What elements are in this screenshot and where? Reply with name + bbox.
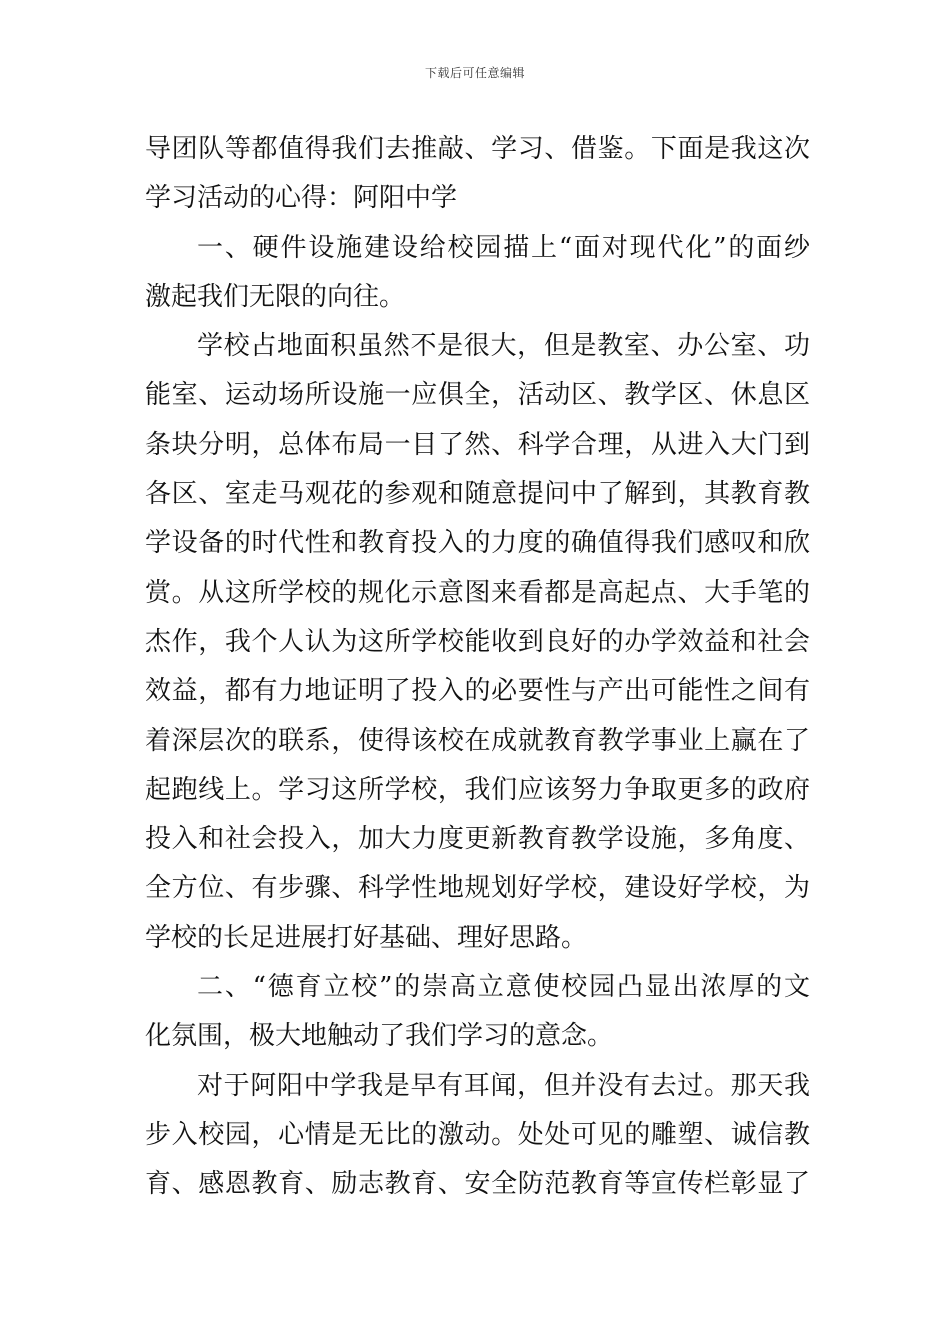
text-line: 全方位、有步骤、科学性地规划好学校，建设好学校，为 [145,873,810,904]
text-line: 杰作，我个人认为这所学校能收到良好的办学效益和社会 [145,626,810,657]
page-header: 下载后可任意编辑 [424,66,525,80]
section-heading-line: 二、“德育立校”的崇高立意使校园凸显出浓厚的文 [197,972,810,1003]
text-line: 条块分明，总体布局一目了然、科学合理，从进入大门到 [145,429,810,460]
text-line: 学习活动的心得：阿阳中学 [145,183,458,214]
section-heading-line: 化氛围，极大地触动了我们学习的意念。 [145,1021,614,1052]
text-line: 投入和社会投入，加大力度更新教育教学设施，多角度、 [145,824,810,855]
text-line: 着深层次的联系，使得该校在成就教育教学事业上赢在了 [145,725,810,756]
text-line: 各区、室走马观花的参观和随意提问中了解到，其教育教 [145,479,810,510]
section-heading-line: 一、硬件设施建设给校园描上“面对现代化”的面纱 [197,232,810,263]
text-line: 步入校园，心情是无比的激动。处处可见的雕塑、诚信教 [145,1119,810,1150]
text-line: 育、感恩教育、励志教育、安全防范教育等宣传栏彰显了 [145,1169,810,1200]
text-line: 赏。从这所学校的规化示意图来看都是高起点、大手笔的 [145,577,810,608]
text-line: 起跑线上。学习这所学校，我们应该努力争取更多的政府 [145,774,810,805]
body-text [145,125,810,1210]
text-line: 导团队等都值得我们去推敲、学习、借鉴。下面是我这次 [145,134,810,164]
text-line: 能室、运动场所设施一应俱全，活动区、教学区、休息区 [145,380,810,411]
text-line: 学校的长足进展打好基础、理好思路。 [145,922,588,953]
text-line: 学校占地面积虽然不是很大，但是教室、办公室、功 [197,331,810,362]
text-line: 对于阿阳中学我是早有耳闻，但并没有去过。那天我 [197,1070,810,1101]
text-line: 学设备的时代性和教育投入的力度的确值得我们感叹和欣 [145,528,810,559]
text-line: 效益，都有力地证明了投入的必要性与产出可能性之间有 [145,676,810,707]
section-heading-line: 激起我们无限的向往。 [145,281,406,312]
